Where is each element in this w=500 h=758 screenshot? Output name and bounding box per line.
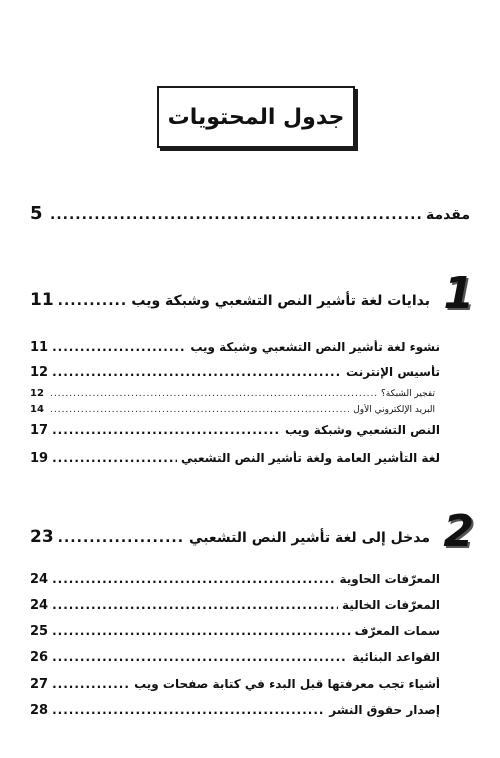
toc-page-number: 24 xyxy=(30,598,49,613)
chapter-number: 1 xyxy=(443,268,474,319)
toc-subentry[interactable] xyxy=(30,388,435,399)
chapter-title: بدايات لغة تأشير النص التشعبي وشبكة ويب xyxy=(131,293,430,309)
dot-leader xyxy=(52,451,177,465)
toc-title-box xyxy=(157,86,355,148)
toc-page-number: 5 xyxy=(30,203,43,224)
toc-entry-label: القواعد البنائية xyxy=(352,650,440,664)
intro-entry[interactable] xyxy=(30,203,470,224)
dot-leader xyxy=(58,530,185,546)
dot-leader xyxy=(52,423,281,437)
chapter-page-number: 23 xyxy=(30,527,54,547)
dot-leader xyxy=(52,365,342,379)
toc-entry[interactable] xyxy=(30,650,440,665)
toc-subentry[interactable] xyxy=(30,404,435,415)
toc-entry[interactable] xyxy=(30,624,440,639)
toc-entry[interactable] xyxy=(30,365,440,380)
dot-leader xyxy=(52,598,338,612)
toc-entry-label: النص التشعبي وشبكة ويب xyxy=(284,423,440,437)
toc-entry-label: أشياء تجب معرفتها قبل البدء في كتابة صفحات ويب xyxy=(134,677,440,691)
dot-leader xyxy=(58,293,128,309)
chapter-page-number: 11 xyxy=(30,290,54,310)
toc-entry[interactable] xyxy=(30,340,440,355)
toc-page-number: 19 xyxy=(30,451,49,466)
toc-page-number: 28 xyxy=(30,703,49,718)
toc-entry-label: نشوء لغة تأشير النص التشعبي وشبكة ويب xyxy=(190,340,440,354)
toc-entry-label: تأسيس الإنترنت xyxy=(346,365,440,379)
dot-leader xyxy=(50,405,349,415)
toc-entry-label: إصدار حقوق النشر xyxy=(329,703,440,717)
chapter-title: مدخل إلى لغة تأشير النص التشعبي xyxy=(189,530,430,546)
toc-entry[interactable] xyxy=(30,598,440,613)
toc-entry[interactable] xyxy=(30,677,440,692)
chapter-heading[interactable] xyxy=(30,527,430,547)
toc-entry[interactable] xyxy=(30,451,440,466)
toc-page-number: 25 xyxy=(30,624,49,639)
toc-entry-label: تفجير الشبكة؟ xyxy=(381,389,435,399)
toc-entry-label: مقدمة xyxy=(426,207,470,223)
toc-page-number: 12 xyxy=(30,388,44,399)
dot-leader xyxy=(52,650,348,664)
toc-page-number: 11 xyxy=(30,340,49,355)
dot-leader xyxy=(52,703,325,717)
toc-entry-label: سمات المعرّف xyxy=(354,624,440,638)
dot-leader xyxy=(52,340,186,354)
dot-leader xyxy=(52,572,335,586)
toc-entry-label: المعرّفات الخالية xyxy=(342,598,440,612)
chapter-heading[interactable] xyxy=(30,290,430,310)
toc-page-number: 12 xyxy=(30,365,49,380)
dot-leader xyxy=(52,624,350,638)
toc-page-number: 27 xyxy=(30,677,49,692)
toc-entry[interactable] xyxy=(30,703,440,718)
toc-title: جدول المحتويات xyxy=(167,104,345,130)
toc-entry[interactable] xyxy=(30,423,440,438)
toc-page-number: 24 xyxy=(30,572,49,587)
toc-entry-label: البريد الإلكتروني الأول xyxy=(353,405,435,415)
dot-leader xyxy=(50,389,377,399)
toc-page-number: 14 xyxy=(30,404,44,415)
toc-entry-label: المعرّفات الحاوية xyxy=(339,572,440,586)
toc-page-number: 17 xyxy=(30,423,49,438)
toc-entry-label: لغة التأشير العامة ولغة تأشير النص التشعبي xyxy=(180,451,440,465)
toc-page-number: 26 xyxy=(30,650,49,665)
chapter-number: 2 xyxy=(443,506,474,557)
toc-entry[interactable] xyxy=(30,572,440,587)
dot-leader xyxy=(52,677,130,691)
dot-leader xyxy=(50,207,422,223)
